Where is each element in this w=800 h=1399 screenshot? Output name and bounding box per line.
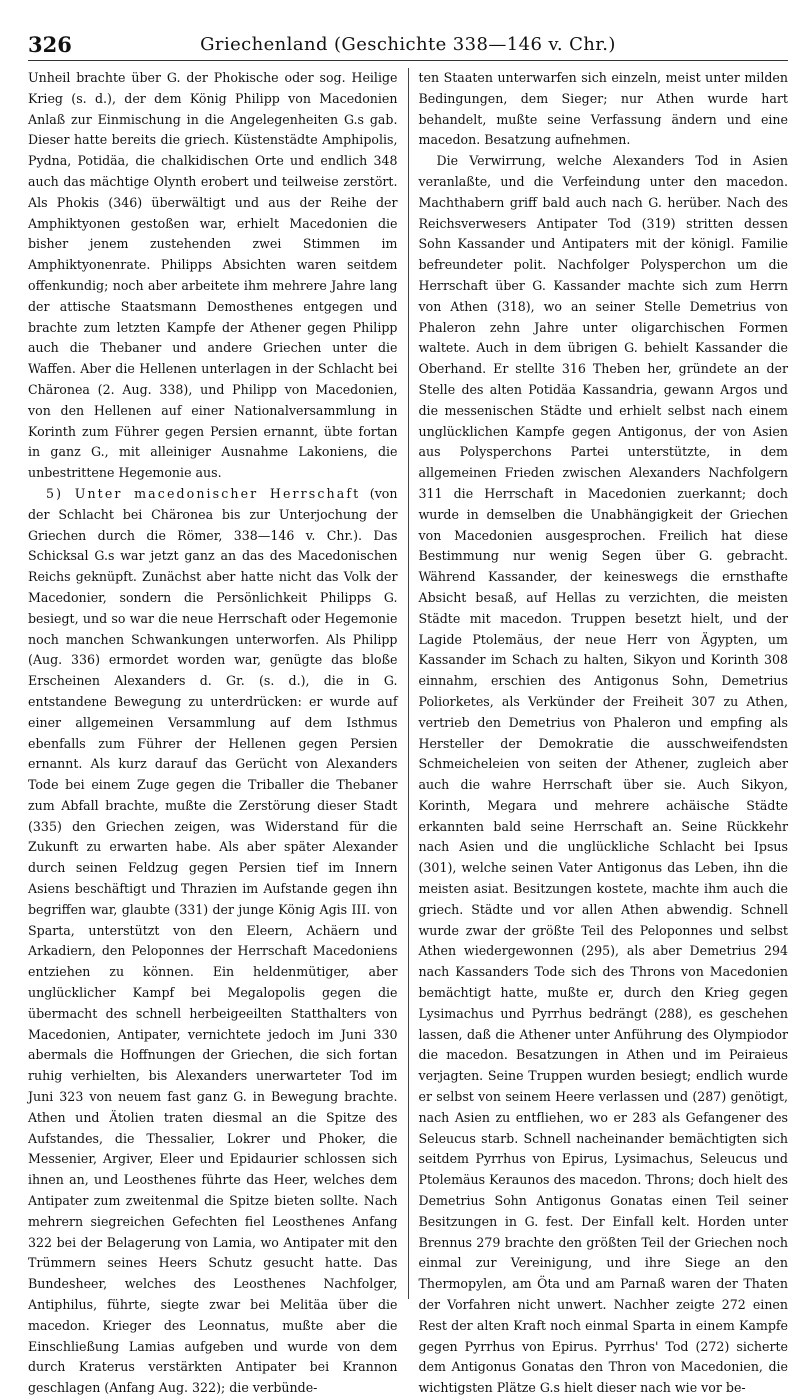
text-columns — [28, 68, 788, 1396]
paragraph: Die Verwirrung, welche Alexanders Tod in Asien veranlaßte, und die Verfeindung unter den macedon. Machthabern griff bald auch nach G. herüber. Nach des Reichsverwesers Antipater Tod (319) stritten dessen Sohn Kassander und Antipaters mit der königl. Familie befreundeter polit. Nachfolger Polysperchon um die Herrschaft über G. Kassander machte sich zum Herrn von Athen (318), wo an seiner Stelle Demetrius von Phaleron zehn Jahre unter oligarchischen Formen waltete. Auch in dem übrigen G. behielt Kassander die Oberhand. Er stellte 316 Theben her, gründete an der Stelle des alten Potidäa Kassandria, gewann Argos und die messenischen Städte und erhielt selbst nach einem unglücklichen Kampfe gegen Antigonus, der von Asien aus Polysperchons Partei unterstützte, in dem allgemeinen Frieden zwischen Alexanders Nachfolgern 311 die Herrschaft in Macedonien zuerkannt; doch wurde in demselben die Unabhängigkeit der Griechen von Macedonien ausgesprochen. Freilich hat diese Bestimmung nur wenig Segen über G. gebracht. Während Kassander, der keineswegs die ernsthafte Absicht besaß, auf Hellas zu verzichten, die meisten Städte mit macedon. Truppen besetzt hielt, und der Lagide Ptolemäus, der neue Herr von Ägypten, um Kassander im Schach zu halten, Sikyon und Korinth 308 einnahm, erschien des Antigonus Sohn, Demetrius Poliorketes, als Verkünder der Freiheit 307 zu Athen, vertrieb den Demetrius von Phaleron und empfing als Hersteller der Demokratie die ausschweifendsten Schmeicheleien von seiten der Athener, zugleich aber auch die wahre Herrschaft über sie. Auch Sikyon, Korinth, Megara und mehrere achäische Städte erkannten bald seine Herrschaft an. Seine Rückkehr nach Asien und die unglückliche Schlacht bei Ipsus (301), welche seinen Vater Antigonus das Leben, ihn die meisten asiat. Besitzungen kostete, machte ihm auch die griech. Städte und vor allen Athen abwendig. Schnell wurde zwar der größte Teil des Peloponnes und selbst Athen wiedergewonnen (295), als aber Demetrius 294 nach Kassanders Tode sich des Throns von Macedonien bemächtigt hatte, mußte er, durch den Krieg gegen Lysimachus und Pyrrhus bedrängt (288), es geschehen lassen, daß die Athener unter Anführung des Olympiodor die macedon. Besatzungen in Athen und im Peiraieus verjagten. Seine Truppen wurden besiegt; endlich wurde er selbst von seinem Heere verlassen und (287) genötigt, nach Asien zu entfliehen, wo er 283 als Gefangener des Seleucus starb. Schnell nacheinander bemächtigten sich seitdem Pyrrhus von Epirus, Lysimachus, Seleucus und Ptolemäus Keraunos des macedon. Throns; doch hielt des Demetrius Sohn Antigonus Gonatas einen Teil seiner Besitzungen in G. fest. Der Einfall kelt. Horden unter Brennus 279 brachte den größten Teil der Griechen noch einmal zur Vereinigung, und ihre Siege an den Thermopylen, am Öta und am Parnaß waren der Thaten der Vorfahren nicht unwert. Nachher zeigte 272 einen Rest der alten Kraft noch einmal Sparta in einem Kampfe gegen Pyrrhus von Epirus. Pyrrhus' Tod (272) sicherte dem Antigonus Gonatas den Thron von Macedonien, die wichtigsten Plätze G.s hielt dieser nach wie vor be- — [418, 153, 788, 1396]
paragraph: Unheil brachte über G. der Phokische oder sog. Heilige Krieg (s. d.), der dem König Philipp von Macedonien Anlaß zur Einmischung in die Angelegenheiten G.s gab. Dieser hatte bereits die griech. Küstenstädte Amphipolis, Pydna, Potidäa, die chalkidischen Orte und endlich 348 auch das mächtige Olynth erobert und teilweise zerstört. Als Phokis (346) überwältigt und aus der Reihe der Amphiktyonen gestoßen war, erhielt Macedonien die bisher jenem zustehenden zwei Stimmen im Amphiktyonenrate. Philipps Absichten waren seitdem offenkundig; noch aber arbeitete ihm mehrere Jahre lang der attische Staatsmann Demosthenes entgegen und brachte zum letzten Kampfe der Athener gegen Philipp auch die Thebaner und andere Griechen unter die Waffen. Aber die Hellenen unterlagen in der Schlacht bei Chäronea (2. Aug. 338), und Philipp von Macedonien, von den Hellenen auf einer Nationalversammlung in Korinth zum Führer gegen Persien ernannt, übte fortan in ganz G., mit alleiniger Ausnahme Lakoniens, die unbestrittene Hegemonie aus. — [28, 70, 398, 481]
right-column — [418, 68, 789, 1396]
column-divider — [408, 68, 409, 1299]
running-head: Griechenland (Geschichte 338—146 v. Chr.) — [200, 34, 616, 55]
paragraph: ten Staaten unterwarfen sich einzeln, meist unter milden Bedingungen, dem Sieger; nur Athen wurde hart behandelt, mußte seine Verfassung ändern und eine macedon. Besatzung aufnehmen. — [418, 70, 788, 148]
section-heading: 5) Unter macedonischer Herrschaft — [46, 485, 361, 501]
page-header — [28, 30, 788, 61]
left-column — [28, 68, 398, 1396]
paragraph — [28, 484, 398, 1399]
page-number: 326 — [28, 32, 72, 57]
paragraph-body: (von der Schlacht bei Chäronea bis zur Unterjochung der Griechen durch die Römer, 338—146 v. Chr.). Das Schicksal G.s war jetzt ganz an das des Macedonischen Reichs geknüpft. Zunächst aber hatte nicht das Volk der Macedonier, sondern die Persönlichkeit Philipps G. besiegt, und so war die neue Herrschaft oder Hegemonie noch manchen Schwankungen unterworfen. Als Philipp (Aug. 336) ermordet worden war, genügte das bloße Erscheinen Alexanders d. Gr. (s. d.), die in G. entstandene Bewegung zu unterdrücken: er wurde auf einer allgemeinen Versammlung auf dem Isthmus ebenfalls zum Führer der Hellenen gegen Persien ernannt. Als kurz darauf das Gerücht von Alexanders Tode bei einem Zuge gegen die Triballer die Thebaner zum Abfall brachte, mußte die Zerstörung dieser Stadt (335) den Griechen zeigen, was Widerstand für die Zukunft zu erwarten habe. Als aber später Alexander durch seinen Feldzug gegen Persien tief im Innern Asiens beschäftigt und Thrazien im Aufstande gegen ihn begriffen war, glaubte (331) der junge König Agis III. von Sparta, unterstützt von den Eleern, Achäern und Arkadiern, den Peloponnes der Herrschaft Macedoniens entziehen zu können. Ein heldenmütiger, aber unglücklicher Kampf bei Megalopolis gegen die übermacht des schnell herbeigeeilten Statthalters von Macedonien, Antipater, vernichtete jedoch im Juni 330 abermals die Hoffnungen der Griechen, die sich fortan ruhig verhielten, bis Alexanders unerwarteter Tod im Juni 323 von neuem fast ganz G. in Bewegung brachte. Athen und Ätolien traten diesmal an die Spitze des Aufstandes, die Thessalier, Lokrer und Phoker, die Messenier, Argiver, Eleer und Epidaurier schlossen sich ihnen an, und Leosthenes führte das Heer, welches dem Antipater zum zweitenmal die Spitze bieten sollte. Nach mehrern siegreichen Gefechten fiel Leosthenes Anfang 322 bei der Belagerung von Lamia, wo Antipater mit den Trümmern seines Heers Schutz gesucht hatte. Das Bundesheer, welches des Leosthenes Nachfolger, Antiphilus, führte, siegte zwar bei Melitäa über die macedon. Krieger des Leonnatus, mußte aber die Einschließung Lamias aufgeben und wurde von dem durch Kraterus verstärkten Antipater bei Krannon geschlagen (Anfang Aug. 322); die verbünde- — [28, 485, 398, 1396]
